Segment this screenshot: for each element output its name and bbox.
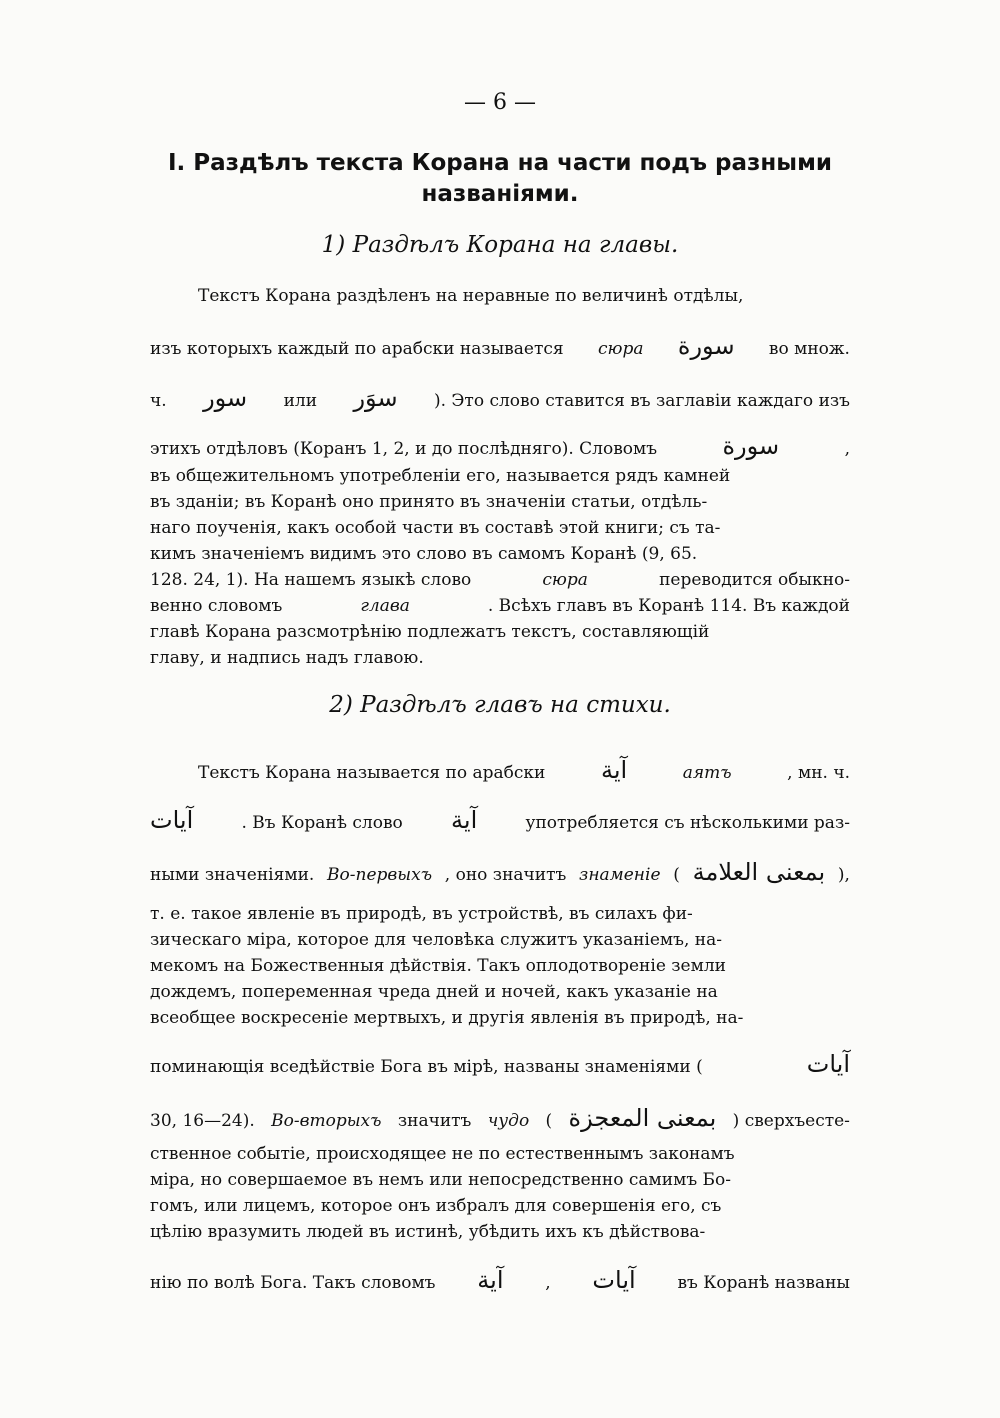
s2-line-13: гомъ, или лицемъ, которое онъ избралъ для совершенія его, съ	[150, 1196, 722, 1216]
chapter-title-line-1: I. Раздѣлъ текста Корана на части подъ разными	[167, 150, 833, 176]
italic-term: сюра	[597, 339, 644, 359]
s1-line-2	[150, 332, 850, 360]
text-run: ,	[545, 1273, 551, 1293]
s2-line-8: всеобщее воскресеніе мертвыхъ, и другія явленія въ природѣ, на-	[150, 1008, 744, 1028]
text-run: , мн. ч.	[787, 763, 850, 783]
s1-line-8: кимъ значеніемъ видимъ это слово въ самомъ Коранѣ (9, 65.	[150, 544, 698, 564]
s1-line-5: въ общежительномъ употребленіи его, называется рядъ камней	[150, 466, 731, 486]
arabic-word: آية	[600, 756, 628, 784]
s2-line-4: т. е. такое явленіе въ природѣ, въ устройствѣ, въ силахъ фи-	[150, 904, 693, 924]
section-2-heading: 2) Раздѣлъ главъ на стихи.	[329, 692, 671, 718]
s2-line-6: мекомъ на Божественныя дѣйствія. Такъ оплодотвореніе земли	[150, 956, 726, 976]
arabic-word: آية	[477, 1266, 504, 1294]
text-run: . Всѣхъ главъ въ Коранѣ 114. Въ каждой	[487, 596, 850, 616]
s2-line-11: ственное событіе, происходящее не по естественнымъ законамъ	[150, 1144, 735, 1164]
text-run: . Въ Коранѣ слово	[241, 813, 403, 833]
s2-line-10	[150, 1104, 850, 1132]
page-number: — 6 —	[464, 90, 536, 115]
text-run: значитъ	[397, 1111, 472, 1131]
s1-line-1: Текстъ Корана раздѣленъ на неравные по величинѣ отдѣлы,	[198, 286, 744, 306]
s1-line-9	[150, 570, 850, 590]
s2-line-12: міра, но совершаемое въ немъ или непосредственно самимъ Бо-	[150, 1170, 732, 1190]
text-run: въ Коранѣ названы	[677, 1273, 850, 1293]
text-run: поминающія вседѣйствіе Бога въ мірѣ, названы знаменіями (	[150, 1057, 703, 1077]
text-run: ,	[844, 439, 850, 459]
s1-line-11: главѣ Корана разсмотрѣнію подлежатъ текстъ, составляющій	[150, 622, 710, 642]
italic-term: Во-вторыхъ	[271, 1111, 382, 1131]
arabic-phrase: بمعنى المعجزة	[568, 1104, 717, 1132]
s2-line-15	[150, 1266, 850, 1294]
italic-term: Во-первыхъ	[327, 865, 433, 885]
arabic-phrase: بمعنى العلامة	[692, 858, 826, 886]
s1-line-3	[150, 384, 850, 412]
arabic-word: آية	[451, 806, 478, 834]
chapter-title	[150, 148, 850, 210]
arabic-word: سوَر	[353, 384, 398, 412]
s2-line-2	[150, 806, 850, 834]
text-run: изъ которыхъ каждый по арабски называется	[150, 339, 564, 359]
italic-term: знаменіе	[579, 865, 661, 885]
text-run: 30, 16—24).	[150, 1111, 255, 1131]
s2-line-5: зическаго міра, которое для человѣка служитъ указаніемъ, на-	[150, 930, 722, 950]
s1-line-4	[150, 432, 850, 460]
text-run: этихъ отдѣловъ (Коранъ 1, 2, и до послѣдняго). Словомъ	[150, 439, 658, 459]
arabic-word: آيات	[150, 806, 194, 834]
s1-line-12: главу, и надпись надъ главою.	[150, 648, 424, 668]
text-run: переводится обыкно-	[659, 570, 850, 590]
text-run: или	[283, 391, 318, 411]
s2-line-7: дождемъ, попеременная чреда дней и ночей, какъ указаніе на	[150, 982, 718, 1002]
s2-line-1	[150, 756, 850, 784]
s1-line-10	[150, 596, 850, 616]
arabic-word: سورة	[722, 432, 780, 460]
arabic-word: آيات	[806, 1050, 850, 1078]
arabic-word: سور	[203, 384, 248, 412]
s2-line-3	[150, 858, 850, 886]
s1-line-7: наго поученія, какъ особой части въ составѣ этой книги; съ та-	[150, 518, 721, 538]
italic-term: сюра	[542, 570, 588, 590]
text-run: 128. 24, 1). На нашемъ языкѣ слово	[150, 570, 472, 590]
s2-line-14: цѣлію вразумить людей въ истинѣ, убѣдить ихъ къ дѣйствова-	[150, 1222, 706, 1242]
text-run: (	[673, 865, 680, 885]
arabic-word: آيات	[592, 1266, 636, 1294]
text-run: употребляется съ нѣсколькими раз-	[525, 813, 850, 833]
text-run: ),	[837, 865, 850, 885]
text-run: венно словомъ	[150, 596, 283, 616]
section-1-heading: 1) Раздѣлъ Корана на главы.	[321, 232, 679, 258]
text-run: , оно значитъ	[444, 865, 567, 885]
text-run: нію по волѣ Бога. Такъ словомъ	[150, 1273, 436, 1293]
italic-term: аятъ	[682, 763, 732, 783]
italic-term: чудо	[487, 1111, 530, 1131]
s1-line-6: въ зданіи; въ Коранѣ оно принято въ значеніи статьи, отдѣль-	[150, 492, 708, 512]
text-run: во множ.	[768, 339, 850, 359]
arabic-word: سورة	[677, 332, 735, 360]
chapter-title-line-2: названіями.	[421, 181, 579, 207]
text-run: Текстъ Корана называется по арабски	[198, 763, 546, 783]
italic-term: глава	[360, 596, 410, 616]
text-run: ) сверхъесте-	[732, 1111, 850, 1131]
s2-line-9	[150, 1050, 850, 1078]
text-run: (	[545, 1111, 553, 1131]
text-run: ). Это слово ставится въ заглавіи каждаго изъ	[433, 391, 850, 411]
text-run: ч.	[150, 391, 167, 411]
text-run: ными значеніями.	[150, 865, 315, 885]
